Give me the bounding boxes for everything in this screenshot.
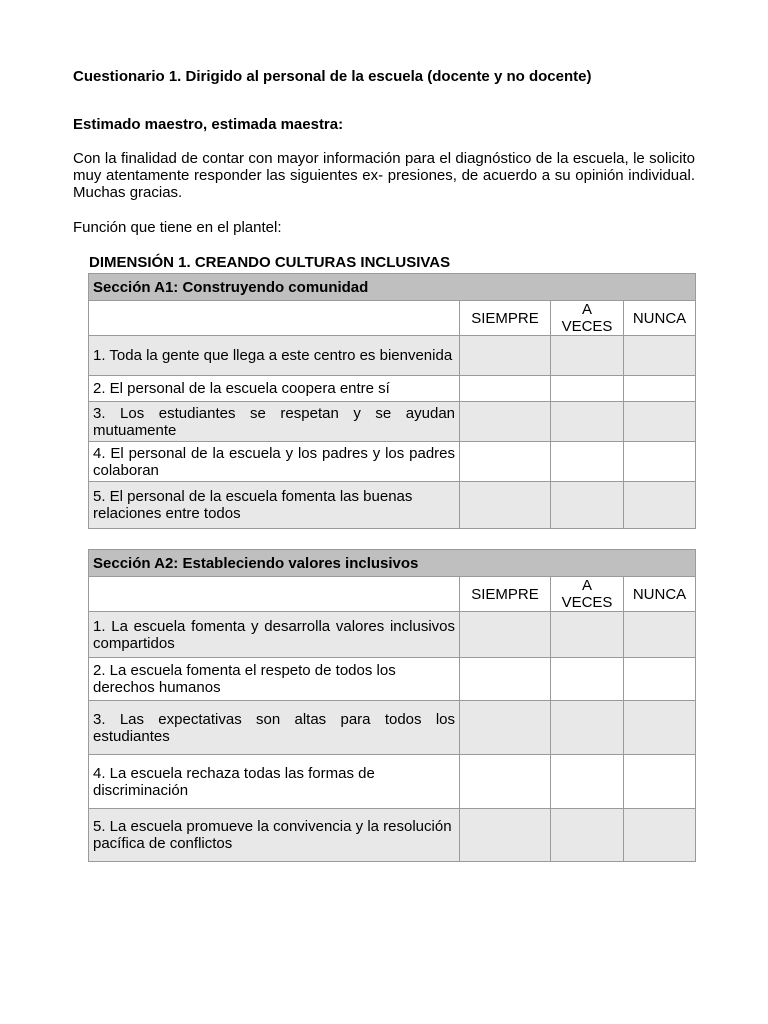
answer-cell-nunca[interactable]: [624, 612, 696, 658]
answer-cell-nunca[interactable]: [624, 755, 696, 809]
table-row: [89, 482, 696, 529]
answer-cell-nunca[interactable]: [624, 482, 696, 529]
questionnaire-title: Cuestionario 1. Dirigido al personal de la escuela (docente y no docente): [73, 68, 592, 85]
table-row: [89, 336, 696, 376]
answer-cell-siempre[interactable]: [460, 376, 551, 402]
table-row: [89, 402, 696, 442]
question-text: 2. La escuela fomenta el respeto de todos los derechos humanos: [89, 658, 460, 701]
question-text: 5. La escuela promueve la convivencia y la resolución pacífica de conflictos: [89, 809, 460, 862]
answer-cell-a-veces[interactable]: [551, 442, 624, 482]
answer-cell-siempre[interactable]: [460, 809, 551, 862]
col-a-veces: A VECES: [551, 301, 624, 336]
answer-cell-a-veces[interactable]: [551, 482, 624, 529]
answer-cell-siempre[interactable]: [460, 755, 551, 809]
answer-cell-a-veces[interactable]: [551, 336, 624, 376]
answer-cell-nunca[interactable]: [624, 402, 696, 442]
question-text: 1. Toda la gente que llega a este centro es bienvenida: [89, 336, 460, 376]
answer-cell-siempre[interactable]: [460, 402, 551, 442]
question-text: 1. La escuela fomenta y desarrolla valores inclusivos compartidos: [89, 612, 460, 658]
answer-cell-nunca[interactable]: [624, 336, 696, 376]
role-label: Función que tiene en el plantel:: [73, 219, 282, 236]
col-nunca: NUNCA: [624, 577, 696, 612]
greeting: Estimado maestro, estimada maestra:: [73, 116, 344, 133]
answer-cell-nunca[interactable]: [624, 442, 696, 482]
answer-cell-a-veces[interactable]: [551, 701, 624, 755]
section-a1-title: Sección A1: Construyendo comunidad: [89, 274, 696, 301]
question-text: 2. El personal de la escuela coopera entre sí: [89, 376, 460, 402]
table-row: [89, 701, 696, 755]
table-row: [89, 755, 696, 809]
answer-cell-nunca[interactable]: [624, 376, 696, 402]
answer-cell-a-veces[interactable]: [551, 658, 624, 701]
answer-cell-a-veces[interactable]: [551, 809, 624, 862]
table-row: [89, 612, 696, 658]
answer-cell-nunca[interactable]: [624, 701, 696, 755]
answer-cell-a-veces[interactable]: [551, 376, 624, 402]
answer-cell-nunca[interactable]: [624, 809, 696, 862]
col-a-veces: A VECES: [551, 577, 624, 612]
answer-cell-siempre[interactable]: [460, 701, 551, 755]
empty-header-cell: [89, 301, 460, 336]
question-text: 3. Las expectativas son altas para todos los estudiantes: [89, 701, 460, 755]
dimension-heading: DIMENSIÓN 1. CREANDO CULTURAS INCLUSIVAS: [89, 254, 451, 271]
question-text: 4. La escuela rechaza todas las formas de discriminación: [89, 755, 460, 809]
answer-cell-a-veces[interactable]: [551, 612, 624, 658]
question-text: 4. El personal de la escuela y los padres y los padres colaboran: [89, 442, 460, 482]
table-row: [89, 809, 696, 862]
answer-cell-a-veces[interactable]: [551, 755, 624, 809]
empty-header-cell: [89, 577, 460, 612]
col-nunca: NUNCA: [624, 301, 696, 336]
section-a2-table: [88, 549, 696, 862]
answer-cell-siempre[interactable]: [460, 336, 551, 376]
col-siempre: SIEMPRE: [460, 301, 551, 336]
intro-paragraph: Con la finalidad de contar con mayor información para el diagnóstico de la escuela, le solicito muy atentamente responder las siguientes ex- presiones, de acuerdo a su opinión individual. Muchas gracias.: [73, 150, 695, 201]
answer-cell-a-veces[interactable]: [551, 402, 624, 442]
section-a2-title: Sección A2: Estableciendo valores inclusivos: [89, 550, 696, 577]
answer-cell-siempre[interactable]: [460, 612, 551, 658]
question-text: 3. Los estudiantes se respetan y se ayudan mutuamente: [89, 402, 460, 442]
col-siempre: SIEMPRE: [460, 577, 551, 612]
question-text: 5. El personal de la escuela fomenta las buenas relaciones entre todos: [89, 482, 460, 529]
table-row: [89, 658, 696, 701]
answer-cell-siempre[interactable]: [460, 658, 551, 701]
section-a1-table: [88, 273, 696, 529]
answer-cell-siempre[interactable]: [460, 482, 551, 529]
table-row: [89, 376, 696, 402]
answer-cell-siempre[interactable]: [460, 442, 551, 482]
answer-cell-nunca[interactable]: [624, 658, 696, 701]
table-row: [89, 442, 696, 482]
